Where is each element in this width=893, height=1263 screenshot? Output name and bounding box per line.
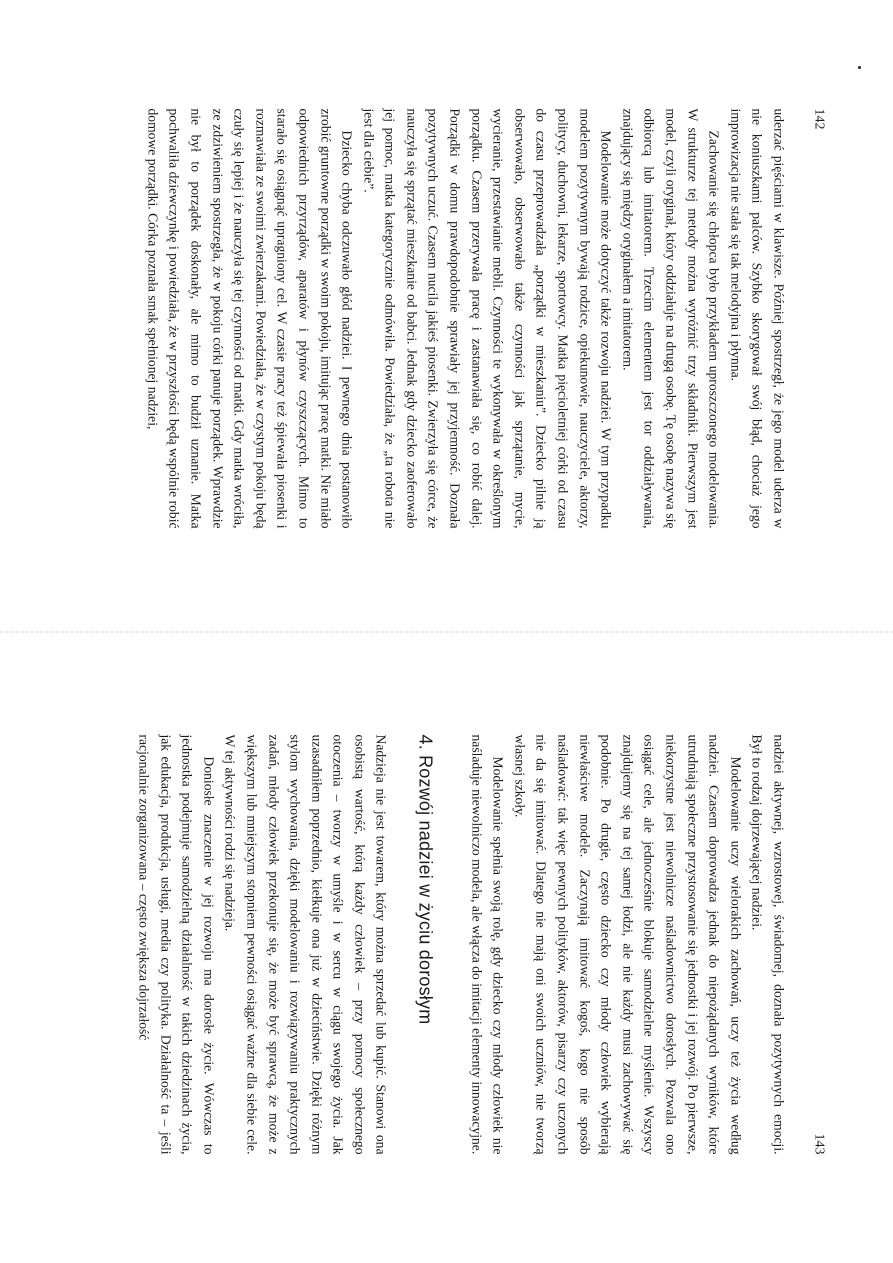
paragraph: Modelowanie uczy wielorakich zachowań, uczy też życia według nadziei. Czasem doprowadza jednak do niepożądanych wyników, które utrudniają społeczne przystosowanie się jednostki i jej rozwój. Po pierwsze, niekorzystne jest niewolnicze naśladownictwo dorosłych. Pozwala ono osiągać cele, ale jednocześnie blokuje samodzielne myślenie. Wszyscy znajdujemy się na tej samej łodzi, ale nie każdy musi zachowywać się podobnie. Po drugie, często dziecko czy młody człowiek wybierają niewłaściwe modele. Zaczynają imitować kogoś, kogo nie sposób naśladować: tak więc pewnych polityków, aktorów, pisarzy czy uczonych nie da się imitować. Dlatego nie mają oni swoich uczniów, nie tworzą własnej szkoły.: [511, 734, 743, 1154]
paragraph: Modelowanie może dotyczyć także rozwoju nadziei. W tym przypadku modelem pozytywnym bywają rodzice, opiekunowie, nauczyciele, aktorzy, politycy, duchowni, lekarze, sportowcy. Matka pięcioletniej córki od czasu do czasu przeprowadzała „porządki w mieszkaniu”. Dziecko pilnie ją obserwowało, obserwowało także czynności jak sprzątanie, mycie, wycieranie, przestawianie mebli. Czynności te wykonywała w określonym porządku. Czasem przerywała pracę i zastanawiała się, co robić dalej. Porządki w domu prawdopodobnie sprawiały jej przyjemność. Doznała pozytywnych uczuć. Czasem nucila jakieś piosenki. Zwierzyła się córce, że nauczyła się sprzątać mieszkanie od babci. Jednak gdy dziecko zaoferowało jej pomoc, matka kategorycznie odmówiła. Powiedziała, że „ta robota nie jest dla ciebie”.: [360, 108, 614, 528]
page-number-left: 142: [811, 108, 826, 129]
section-heading: 4. Rozwój nadziei w życiu dorosłym: [415, 734, 436, 1024]
right-page: [0, 734, 893, 1154]
paragraph: Dziecko chyba odczuwało głód nadziei. I pewnego dnia postanowiło zrobić gruntowne porządki w swoim pokoju, imitując pracę matki. Nie miało odpowiednich przyrządów, aparatów i płynów czyszczących. Mimo to starało się osiągnąć upragniony cel. W czasie pracy też śpiewała piosenki i rozmawiała ze swoimi zwierzakami. Powiedziała, że w czystym pokoju będą czuły się lepiej i że nauczyła się tej czynności od matki. Gdy matka wróciła, ze zdziwieniem spostrzegła, że w pokoju córki panuje porządek. Wprawdzie nie był to porządek doskonały, ale mimo to budził uznanie. Matka pochwaliła dziewczynkę i powiedziała, że w przyszłości będą wspólnie robić domowe porządki. Córka poznała smak spełnionej nadziei,: [144, 108, 355, 528]
paragraph: Doniosłe znaczenie w jej rozwoju ma dorosłe życie. Wówczas to jednostka podejmuje samodzielną działalność w takich dziedzinach życia, jak edukacja, produkcja, usługi, media czy polityka. Działalność ta – jeśli racjonalnie zorganizowana – często zwiększa dojrzałość: [135, 734, 216, 1154]
gutter-divider: [0, 631, 893, 633]
paragraph: Nadzieja nie jest towarem, który można sprzedać lub kupić. Stanowi ona osobistą wartość, którą każdy człowiek – przy pomocy społecznego otoczenia – tworzy w umyśle i w sercu w ciągu swojego życia. Jak uzasadniłem poprzednio, kiełkuje ona już w dzieciństwie. Dzięki różnym stylom wychowania, dzięki modelowaniu i rozwiązywaniu praktycznych zadań, młody człowiek przekonuje się, że może być sprawcą, że może z większym lub mniejszym stopniem pewności osiągać ważne dla siebie cele. W tej aktywności rodzi się nadzieja.: [222, 734, 389, 1154]
page-number-right: 143: [811, 1133, 826, 1154]
paragraph: uderzać pięściami w klawisze. Później spostrzegł, że jego model uderza w nie koniuszkami palców. Szybko skorygował swój błąd, chociaż jego improwizacja nie stała się tak melodyjna i płynna.: [727, 108, 786, 528]
left-page: [0, 108, 893, 528]
paragraph: Modelowanie spełnia swoją rolę, gdy dziecko czy młody człowiek nie naśladuje niewolniczo modela, ale włącza do imitacji elementy innowacyjne.: [468, 734, 506, 1154]
paragraph: nadziei aktywnej, wzrostowej, świadomej, doznała pozytywnych emocji. Był to rodzaj dojrzewającej nadziei.: [749, 734, 786, 1154]
paragraph: Zachowanie się chłopca było przykładem uproszczonego modelowania. W strukturze tej metody można wyróżnić trzy składniki. Pierwszym jest model, czyli oryginał, który oddziałuje na drugą osobę. Tę osobę nazywa się odbiorcą lub imitatorem. Trzecim elementem jest tor oddziaływania, znajdujący się między oryginałem a imitatorem.: [619, 108, 722, 528]
